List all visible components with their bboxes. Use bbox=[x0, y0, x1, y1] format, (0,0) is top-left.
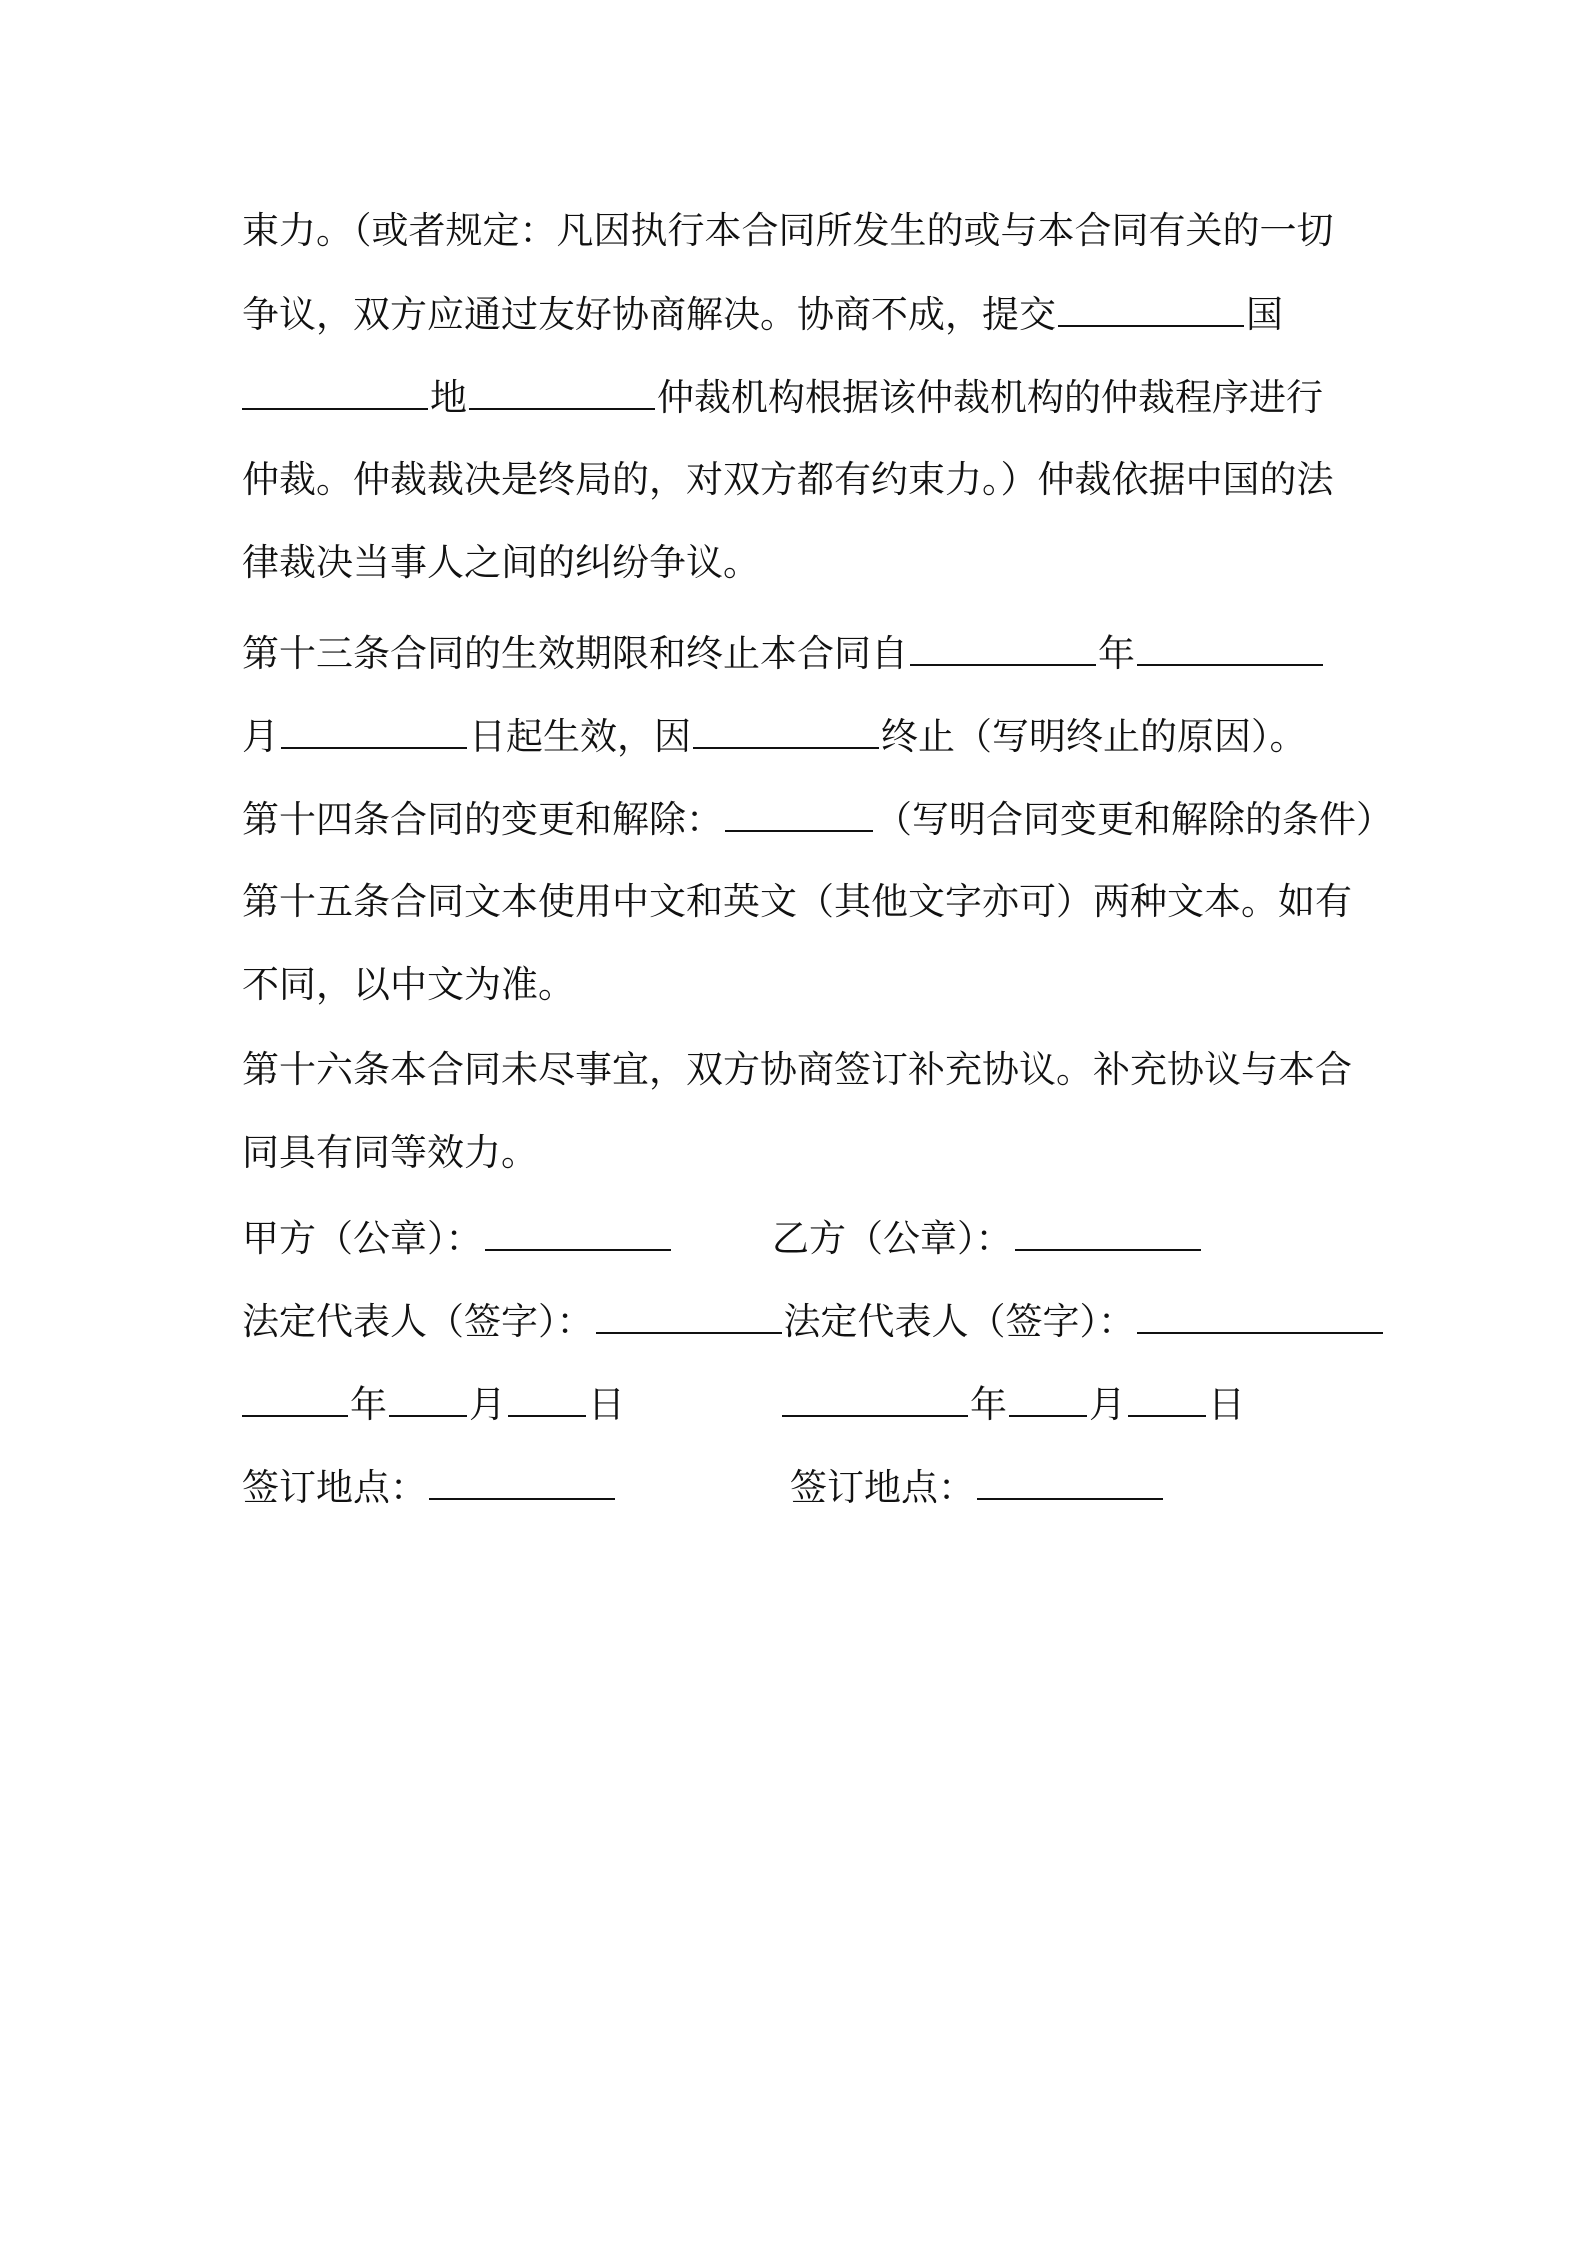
seal-line-party-a bbox=[242, 1215, 673, 1262]
party-a-seal-blank[interactable] bbox=[485, 1215, 671, 1251]
place-a-blank[interactable] bbox=[429, 1464, 615, 1500]
seal-line-party-b bbox=[772, 1215, 1203, 1262]
article13-line-1 bbox=[242, 630, 1325, 677]
article13-text-2a: 月 bbox=[242, 715, 279, 758]
rep-a-label: 法定代表人（签字）： bbox=[242, 1300, 594, 1343]
party-b-day-label: 日 bbox=[1208, 1383, 1245, 1426]
arbitration-line-2 bbox=[242, 291, 1283, 338]
article13-text-2b: 日起生效，因 bbox=[469, 715, 691, 758]
party-b-seal-label: 乙方（公章）： bbox=[772, 1217, 1013, 1260]
date-line-party-a bbox=[242, 1381, 625, 1428]
party-b-day-blank[interactable] bbox=[1128, 1381, 1206, 1417]
article13-text-1b: 年 bbox=[1098, 632, 1135, 675]
arbitration-org-blank[interactable] bbox=[469, 374, 655, 410]
rep-b-label: 法定代表人（签字）： bbox=[783, 1300, 1135, 1343]
arbitration-line-3 bbox=[242, 374, 1323, 421]
place-a-label: 签订地点： bbox=[242, 1466, 427, 1509]
party-b-month-blank[interactable] bbox=[1009, 1381, 1087, 1417]
article15-line-1 bbox=[242, 879, 1352, 925]
arbitration-text-3a: 地 bbox=[430, 376, 467, 419]
representative-line bbox=[242, 1298, 1385, 1345]
place-b-label: 签订地点： bbox=[790, 1466, 975, 1509]
rep-a-blank[interactable] bbox=[596, 1298, 782, 1334]
arbitration-text-2b: 国 bbox=[1246, 293, 1283, 336]
effective-year-blank[interactable] bbox=[910, 630, 1096, 666]
party-a-year-blank[interactable] bbox=[242, 1381, 348, 1417]
place-line-party-b bbox=[790, 1464, 1165, 1511]
party-a-seal-label: 甲方（公章）： bbox=[242, 1217, 483, 1260]
article16-line-1 bbox=[242, 1047, 1352, 1093]
effective-day-blank[interactable] bbox=[281, 713, 467, 749]
party-b-month-label: 月 bbox=[1089, 1383, 1126, 1426]
party-b-year-label: 年 bbox=[970, 1383, 1007, 1426]
arbitration-text-1: 束力。（或者规定：凡因执行本合同所发生的或与本合同有关的一切 bbox=[242, 209, 1334, 252]
article14-text-a: 第十四条合同的变更和解除： bbox=[242, 798, 723, 841]
article13-text-2c: 终止（写明终止的原因）。 bbox=[881, 715, 1307, 758]
article16-line-2 bbox=[242, 1130, 538, 1176]
arbitration-text-4: 仲裁。仲裁裁决是终局的，对双方都有约束力。）仲裁依据中国的法 bbox=[242, 458, 1334, 501]
city-blank[interactable] bbox=[242, 374, 428, 410]
termination-reason-blank[interactable] bbox=[693, 713, 879, 749]
article16-text-2: 同具有同等效力。 bbox=[242, 1131, 538, 1174]
article16-text-1: 第十六条本合同未尽事宜，双方协商签订补充协议。补充协议与本合 bbox=[242, 1048, 1352, 1091]
country-blank[interactable] bbox=[1058, 291, 1244, 327]
effective-month-blank[interactable] bbox=[1137, 630, 1323, 666]
article13-text-1a: 第十三条合同的生效期限和终止本合同自 bbox=[242, 632, 908, 675]
article15-line-2 bbox=[242, 962, 575, 1008]
party-a-month-blank[interactable] bbox=[389, 1381, 467, 1417]
rep-b-blank[interactable] bbox=[1137, 1298, 1383, 1334]
party-b-seal-blank[interactable] bbox=[1015, 1215, 1201, 1251]
amendment-blank[interactable] bbox=[725, 796, 873, 832]
arbitration-text-3b: 仲裁机构根据该仲裁机构的仲裁程序进行 bbox=[657, 376, 1323, 419]
arbitration-text-2a: 争议，双方应通过友好协商解决。协商不成，提交 bbox=[242, 293, 1056, 336]
party-a-year-label: 年 bbox=[350, 1383, 387, 1426]
arbitration-line-1 bbox=[242, 208, 1334, 254]
party-a-day-label: 日 bbox=[588, 1383, 625, 1426]
article13-line-2 bbox=[242, 713, 1307, 760]
arbitration-text-5: 律裁决当事人之间的纠纷争议。 bbox=[242, 541, 760, 584]
arbitration-line-5 bbox=[242, 540, 760, 586]
article15-text-2: 不同，以中文为准。 bbox=[242, 963, 575, 1006]
date-line-party-b bbox=[782, 1381, 1245, 1428]
place-b-blank[interactable] bbox=[977, 1464, 1163, 1500]
place-line-party-a bbox=[242, 1464, 617, 1511]
party-a-day-blank[interactable] bbox=[508, 1381, 586, 1417]
article15-text-1: 第十五条合同文本使用中文和英文（其他文字亦可）两种文本。如有 bbox=[242, 880, 1352, 923]
party-a-month-label: 月 bbox=[469, 1383, 506, 1426]
article14-text-b: （写明合同变更和解除的条件） bbox=[875, 798, 1393, 841]
party-b-year-blank[interactable] bbox=[782, 1381, 968, 1417]
article14-line bbox=[242, 796, 1393, 843]
arbitration-line-4 bbox=[242, 457, 1334, 503]
